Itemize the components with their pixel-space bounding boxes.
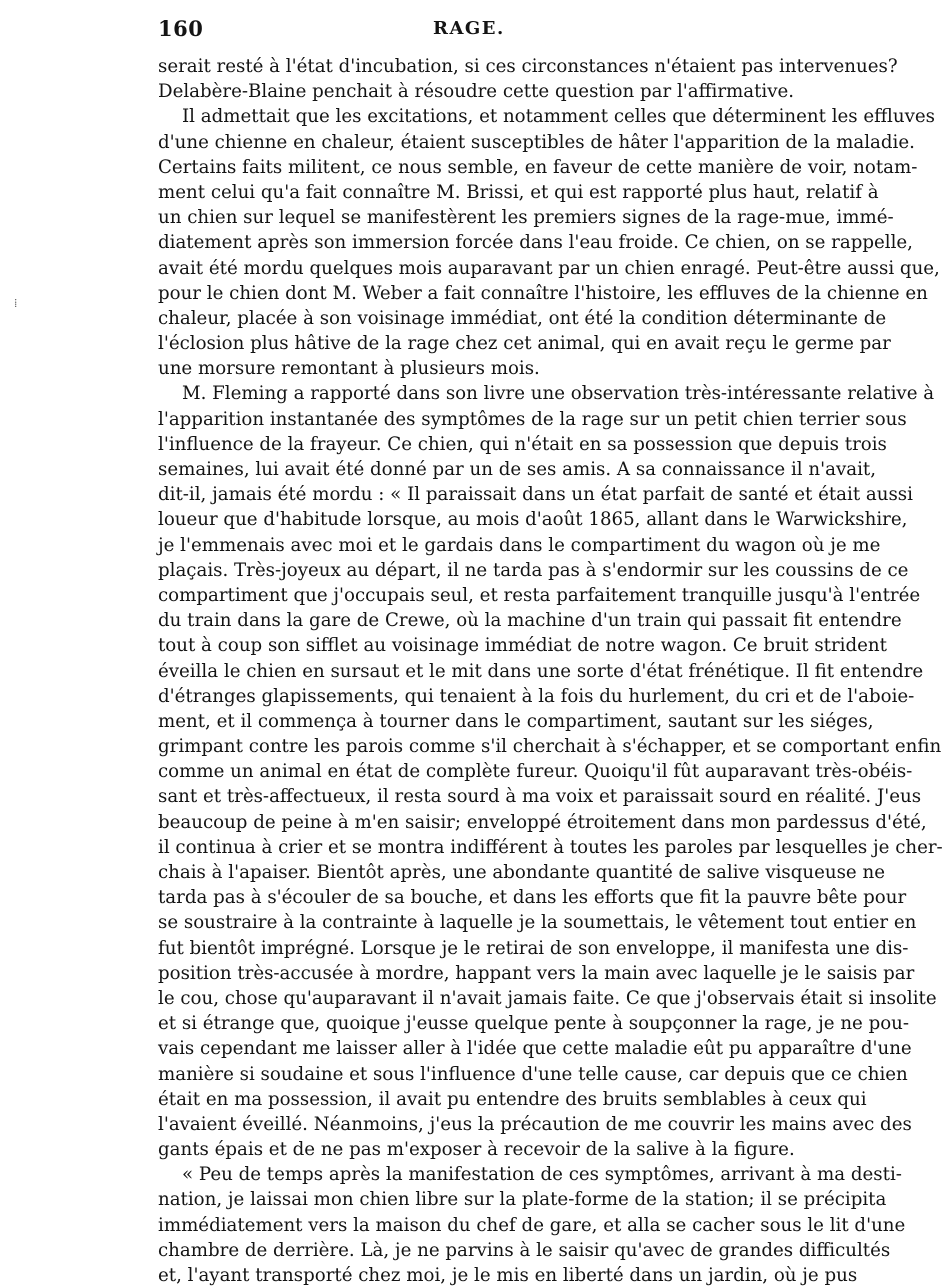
text-line: position très-accusée à mordre, happant vers la main avec laquelle je le saisis par <box>158 962 915 984</box>
text-line: diatement après son immersion forcée dans l'eau froide. Ce chien, on se rappelle, <box>158 232 913 254</box>
text-line: l'avaient éveillé. Néanmoins, j'eus la précaution de me couvrir les mains avec des <box>158 1113 912 1135</box>
text-line: fut bientôt imprégné. Lorsque je le retirai de son enveloppe, il manifesta une dis- <box>158 937 909 959</box>
text-line: ment celui qu'a fait connaître M. Brissi, et qui est rapporté plus haut, relatif à <box>158 181 879 203</box>
text-line: tarda pas à s'écouler de sa bouche, et dans les efforts que fit la pauvre bête pour <box>158 887 907 909</box>
text-line: et si étrange que, quoique j'eusse quelque pente à soupçonner la rage, je ne pou- <box>158 1013 910 1035</box>
text-line: « Peu de temps après la manifestation de ces symptômes, arrivant à ma desti- <box>182 1164 902 1186</box>
text-line: chais à l'apaiser. Bientôt après, une abondante quantité de salive visqueuse ne <box>158 862 885 883</box>
text-line: Il admettait que les excitations, et notamment celles que déterminent les effluves <box>182 106 935 128</box>
text-line: comme un animal en état de complète fureur. Quoiqu'il fût auparavant très-obéis- <box>158 761 913 783</box>
text-line: Delabère-Blaine penchait à résoudre cette question par l'affirmative. <box>158 81 795 103</box>
text-line: grimpant contre les parois comme s'il cherchait à s'échapper, et se comportant enfin <box>158 736 942 758</box>
text-line: loueur que d'habitude lorsque, au mois d'août 1865, allant dans le Warwickshire, <box>158 509 908 531</box>
text-line: ment, et il commença à tourner dans le compartiment, sautant sur les siéges, <box>158 710 874 732</box>
text-line: une morsure remontant à plusieurs mois. <box>158 358 540 380</box>
text-line: serait resté à l'état d'incubation, si ces circonstances n'étaient pas intervenues? <box>158 56 898 77</box>
text-line: semaines, lui avait été donné par un de ses amis. A sa connaissance il n'avait, <box>158 459 876 480</box>
text-line: je l'emmenais avec moi et le gardais dans le compartiment du wagon où je me <box>158 534 881 556</box>
text-line: le cou, chose qu'auparavant il n'avait jamais faite. Ce que j'observais était si insolite <box>158 987 937 1009</box>
text-line: du train dans la gare de Crewe, où la machine d'un train qui passait fit entendre <box>158 610 902 632</box>
text-line: chaleur, placée à son voisinage immédiat, ont été la condition déterminante de <box>158 307 887 329</box>
text-line: un chien sur lequel se manifestèrent les premiers signes de la rage-mue, immé- <box>158 207 894 229</box>
text-line: Certains faits militent, ce nous semble, en faveur de cette manière de voir, notam- <box>158 156 918 178</box>
text-line: nation, je laissai mon chien libre sur la plate-forme de la station; il se précipita <box>158 1189 887 1211</box>
text-line: l'apparition instantanée des symptômes de la rage sur un petit chien terrier sous <box>158 408 907 430</box>
text-line: éveilla le chien en sursaut et le mit dans une sorte d'état frénétique. Il fit entendre <box>158 660 924 682</box>
page-header <box>158 16 778 46</box>
text-line: était en ma possession, il avait pu entendre des bruits semblables à ceux qui <box>158 1088 867 1110</box>
text-line: et, l'ayant transporté chez moi, je le mis en liberté dans un jardin, où je pus <box>158 1265 858 1286</box>
margin-mark: ⁞ <box>14 296 18 310</box>
text-line: d'étranges glapissements, qui tenaient à la fois du hurlement, du cri et de l'aboie- <box>158 685 915 707</box>
text-line: dit-il, jamais été mordu : « Il paraissait dans un état parfait de santé et était aussi <box>158 484 913 506</box>
text-line: sant et très-affectueux, il resta sourd à ma voix et paraissait sourd en réalité. J'eus <box>158 786 922 808</box>
text-line: l'influence de la frayeur. Ce chien, qui n'était en sa possession que depuis trois <box>158 433 887 455</box>
running-head: RAGE. <box>433 18 505 39</box>
body-text <box>158 54 943 1288</box>
text-line: tout à coup son sifflet au voisinage immédiat de notre wagon. Ce bruit strident <box>158 635 887 657</box>
text-line: plaçais. Très-joyeux au départ, il ne tarda pas à s'endormir sur les coussins de ce <box>158 559 909 581</box>
text-line: d'une chienne en chaleur, étaient susceptibles de hâter l'apparition de la maladie. <box>158 131 915 153</box>
text-line: M. Fleming a rapporté dans son livre une observation très-intéressante relative à <box>182 383 935 405</box>
text-line: il continua à crier et se montra indifférent à toutes les paroles par lesquelles je cher- <box>158 836 943 858</box>
text-line: compartiment que j'occupais seul, et resta parfaitement tranquille jusqu'à l'entrée <box>158 584 921 606</box>
text-line: manière si soudaine et sous l'influence d'une telle cause, car depuis que ce chien <box>158 1063 908 1085</box>
text-line: chambre de derrière. Là, je ne parvins à le saisir qu'avec de grandes difficultés <box>158 1239 891 1261</box>
text-line: l'éclosion plus hâtive de la rage chez cet animal, qui en avait reçu le germe par <box>158 333 891 355</box>
text-line: avait été mordu quelques mois auparavant par un chien enragé. Peut-être aussi que, <box>158 257 940 279</box>
text-line: vais cependant me laisser aller à l'idée que cette maladie eût pu apparaître d'une <box>158 1038 912 1060</box>
page-number: 160 <box>158 16 204 41</box>
text-line: beaucoup de peine à m'en saisir; enveloppé étroitement dans mon pardessus d'été, <box>158 811 927 833</box>
text-line: pour le chien dont M. Weber a fait connaître l'histoire, les effluves de la chienne en <box>158 282 928 304</box>
text-line: immédiatement vers la maison du chef de gare, et alla se cacher sous le lit d'une <box>158 1214 906 1236</box>
text-line: se soustraire à la contrainte à laquelle je la soumettais, le vêtement tout entier en <box>158 912 917 934</box>
text-line: gants épais et de ne pas m'exposer à recevoir de la salive à la figure. <box>158 1139 795 1161</box>
